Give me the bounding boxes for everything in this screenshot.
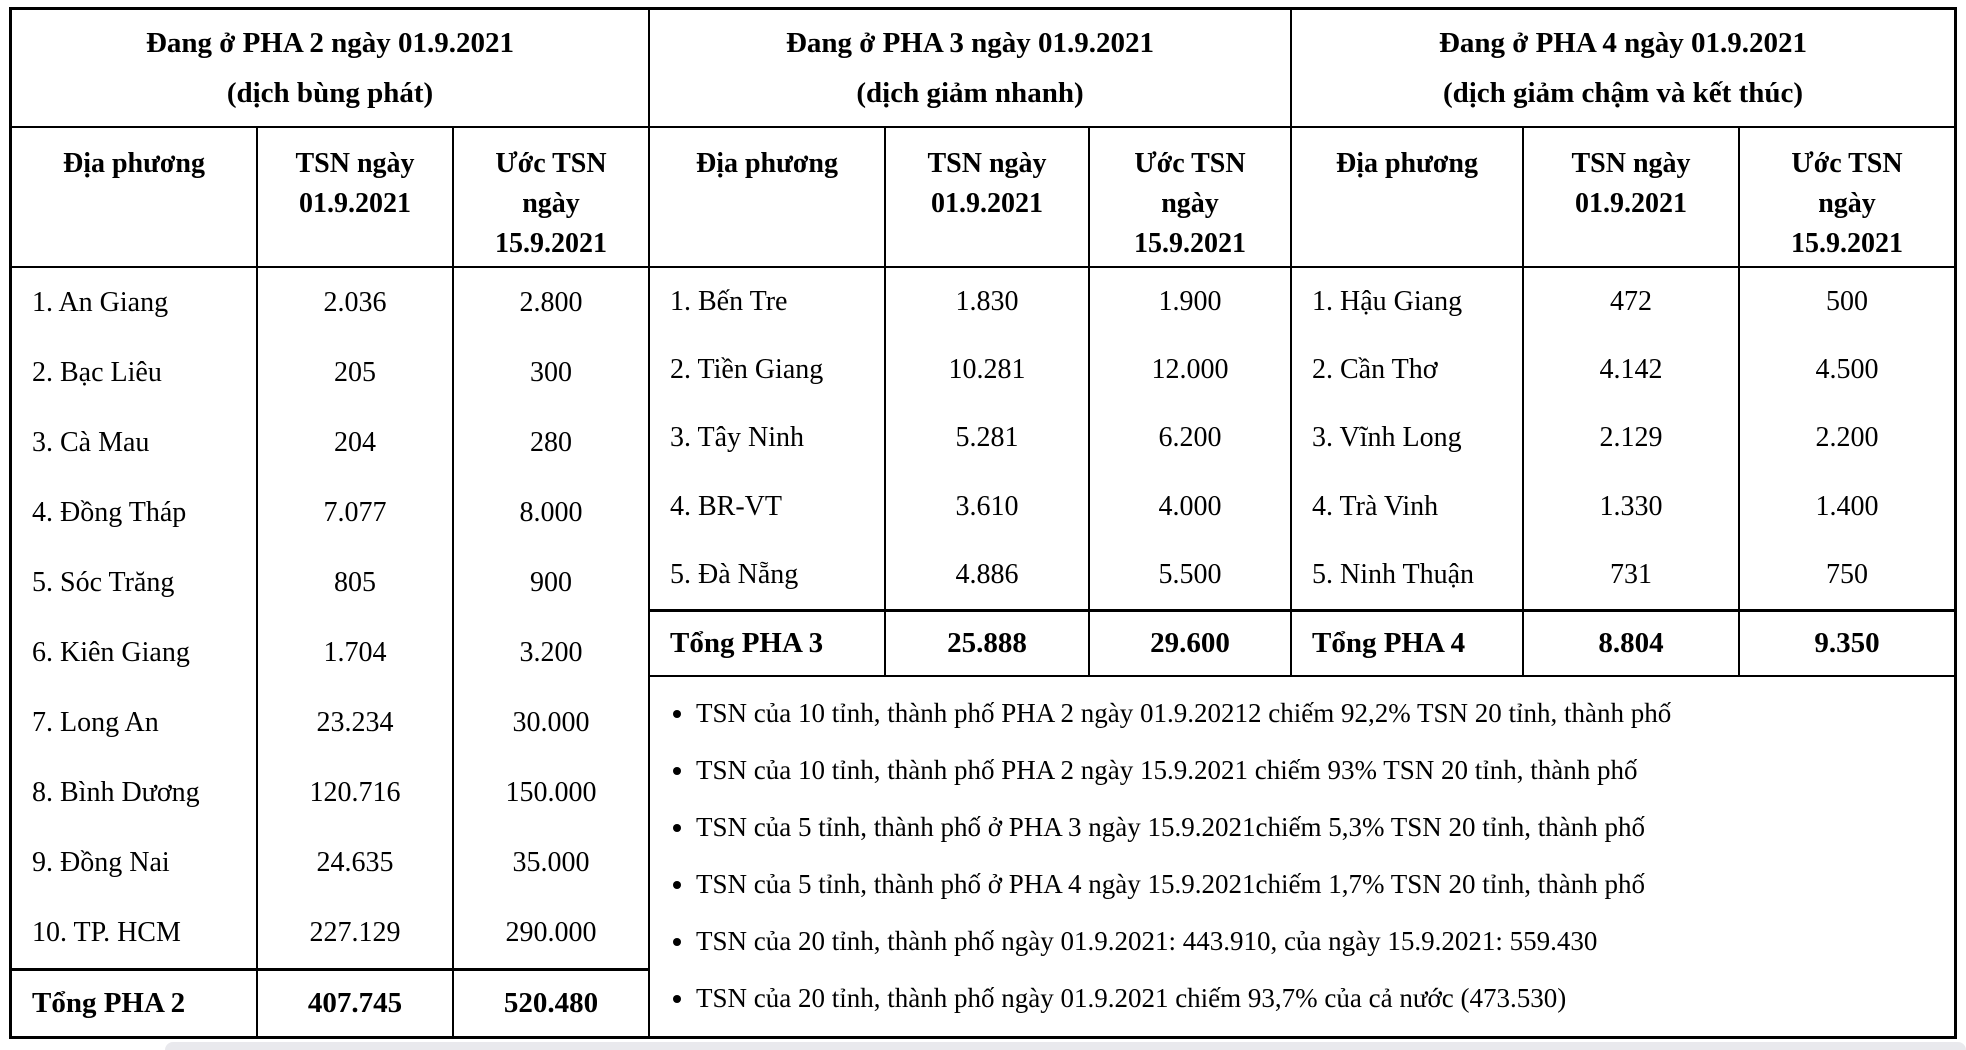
- phase3-total-est: 29.600: [1090, 609, 1290, 675]
- summary-notes-list: [650, 677, 1954, 1027]
- phase3-subtitle: (dịch giảm nhanh): [856, 77, 1084, 109]
- phase4-table: [1290, 8, 1956, 677]
- row-est-value: 35.000: [512, 847, 590, 878]
- row-tsn-value: 1.704: [258, 618, 454, 688]
- phase2-subtitle: (dịch bùng phát): [226, 77, 434, 109]
- phase3-total-label: Tổng PHA 3: [650, 609, 886, 675]
- row-est-value: 8.000: [519, 497, 583, 528]
- phase3-col-header-tsn: TSN ngày 01.9.2021: [886, 128, 1090, 268]
- row-est-value: 900: [530, 567, 572, 598]
- row-est-value: 1.900: [1158, 286, 1222, 318]
- phase2-table: [10, 8, 650, 1038]
- row-tsn-value: 4.142: [1524, 336, 1740, 404]
- row-est-value: 2.200: [1815, 422, 1879, 454]
- row-location: 4. BR-VT: [650, 473, 886, 541]
- row-tsn-value: 1.330: [1524, 473, 1740, 541]
- phase2-col-header-tsn: TSN ngày 01.9.2021: [258, 128, 454, 268]
- phase4-title-band: [1292, 10, 1954, 128]
- phase3-col-header-est: Ước TSN ngày 15.9.2021: [1090, 128, 1290, 268]
- row-tsn-value: 10.281: [886, 336, 1090, 404]
- phase3-col-header-location: Địa phương: [650, 128, 886, 268]
- row-est-value: 3.200: [519, 637, 583, 668]
- note-item: • TSN của 20 tỉnh, thành phố ngày 01.9.2021: 443.910, của ngày 15.9.2021: 559.430: [696, 913, 1944, 970]
- row-tsn-value: 23.234: [258, 688, 454, 758]
- row-location: 8. Bình Dương: [12, 758, 258, 828]
- bottom-window-edge: [165, 1042, 1966, 1050]
- row-est-value: 290.000: [505, 917, 597, 948]
- row-location: 3. Vĩnh Long: [1292, 404, 1524, 472]
- row-tsn-value: 731: [1524, 541, 1740, 609]
- row-tsn-value: 7.077: [258, 478, 454, 548]
- phase4-title: Đang ở PHA 4 ngày 01.9.2021: [1438, 27, 1808, 59]
- phase3-table: [648, 8, 1292, 677]
- row-location: 2. Bạc Liêu: [12, 338, 258, 408]
- row-tsn-value: 805: [258, 548, 454, 618]
- row-location: 7. Long An: [12, 688, 258, 758]
- row-location: 4. Trà Vinh: [1292, 473, 1524, 541]
- row-location: 5. Ninh Thuận: [1292, 541, 1524, 609]
- row-location: 5. Đà Nẵng: [650, 541, 886, 609]
- row-location: 1. An Giang: [12, 268, 258, 338]
- row-est-value: 500: [1826, 286, 1868, 318]
- phase4-subtitle: (dịch giảm chậm và kết thúc): [1442, 77, 1804, 109]
- row-tsn-value: 472: [1524, 268, 1740, 336]
- note-item: • TSN của 10 tỉnh, thành phố PHA 2 ngày 15.9.2021 chiếm 93% TSN 20 tỉnh, thành phố: [696, 742, 1944, 799]
- phase2-title-band: [12, 10, 648, 128]
- phase4-col-header-tsn: TSN ngày 01.9.2021: [1524, 128, 1740, 268]
- summary-notes: [648, 675, 1956, 1038]
- row-tsn-value: 205: [258, 338, 454, 408]
- note-item: • TSN của 20 tỉnh, thành phố ngày 01.9.2021 chiếm 93,7% của cả nước (473.530): [696, 970, 1944, 1027]
- row-tsn-value: 2.036: [258, 268, 454, 338]
- phase2-col-header-est: Ước TSN ngày 15.9.2021: [454, 128, 648, 268]
- row-location: 5. Sóc Trăng: [12, 548, 258, 618]
- row-est-value: 4.500: [1815, 354, 1879, 386]
- phase4-col-header-est: Ước TSN ngày 15.9.2021: [1740, 128, 1954, 268]
- row-location: 6. Kiên Giang: [12, 618, 258, 688]
- row-location: 10. TP. HCM: [12, 898, 258, 968]
- phase3-total-tsn: 25.888: [886, 609, 1090, 675]
- row-location: 4. Đồng Tháp: [12, 478, 258, 548]
- row-tsn-value: 24.635: [258, 828, 454, 898]
- row-tsn-value: 204: [258, 408, 454, 478]
- phase3-title-band: [650, 10, 1290, 128]
- row-est-value: 1.400: [1815, 490, 1879, 522]
- row-tsn-value: 227.129: [258, 898, 454, 968]
- phase2-total-tsn: 407.745: [258, 968, 454, 1036]
- phase2-total-label: Tổng PHA 2: [12, 968, 258, 1036]
- row-tsn-value: 1.830: [886, 268, 1090, 336]
- note-item: • TSN của 5 tỉnh, thành phố ở PHA 3 ngày 15.9.2021chiếm 5,3% TSN 20 tỉnh, thành phố: [696, 799, 1944, 856]
- row-location: 3. Cà Mau: [12, 408, 258, 478]
- row-est-value: 150.000: [505, 777, 597, 808]
- row-est-value: 300: [530, 357, 572, 388]
- phase4-total-est: 9.350: [1740, 609, 1954, 675]
- row-est-value: 5.500: [1158, 558, 1222, 590]
- row-est-value: 280: [530, 427, 572, 458]
- row-est-value: 4.000: [1158, 490, 1222, 522]
- note-item: • TSN của 5 tỉnh, thành phố ở PHA 4 ngày 15.9.2021chiếm 1,7% TSN 20 tỉnh, thành phố: [696, 856, 1944, 913]
- phase3-title: Đang ở PHA 3 ngày 01.9.2021: [785, 27, 1155, 59]
- row-tsn-value: 4.886: [886, 541, 1090, 609]
- row-location: 1. Hậu Giang: [1292, 268, 1524, 336]
- row-est-value: 30.000: [512, 707, 590, 738]
- phase2-total-est: 520.480: [454, 968, 648, 1036]
- row-location: 2. Tiền Giang: [650, 336, 886, 404]
- row-est-value: 6.200: [1158, 422, 1222, 454]
- row-tsn-value: 5.281: [886, 404, 1090, 472]
- row-tsn-value: 120.716: [258, 758, 454, 828]
- row-est-value: 12.000: [1151, 354, 1229, 386]
- phase4-col-header-location: Địa phương: [1292, 128, 1524, 268]
- row-est-value: 750: [1826, 558, 1868, 590]
- row-location: 9. Đồng Nai: [12, 828, 258, 898]
- row-tsn-value: 3.610: [886, 473, 1090, 541]
- phase2-title: Đang ở PHA 2 ngày 01.9.2021: [145, 27, 515, 59]
- phase4-total-tsn: 8.804: [1524, 609, 1740, 675]
- row-location: 1. Bến Tre: [650, 268, 886, 336]
- phase4-total-label: Tổng PHA 4: [1292, 609, 1524, 675]
- row-location: 3. Tây Ninh: [650, 404, 886, 472]
- note-item: • TSN của 10 tỉnh, thành phố PHA 2 ngày 01.9.20212 chiếm 92,2% TSN 20 tỉnh, thành phố: [696, 685, 1944, 742]
- row-est-value: 2.800: [519, 287, 583, 318]
- row-location: 2. Cần Thơ: [1292, 336, 1524, 404]
- row-tsn-value: 2.129: [1524, 404, 1740, 472]
- phase2-col-header-location: Địa phương: [12, 128, 258, 268]
